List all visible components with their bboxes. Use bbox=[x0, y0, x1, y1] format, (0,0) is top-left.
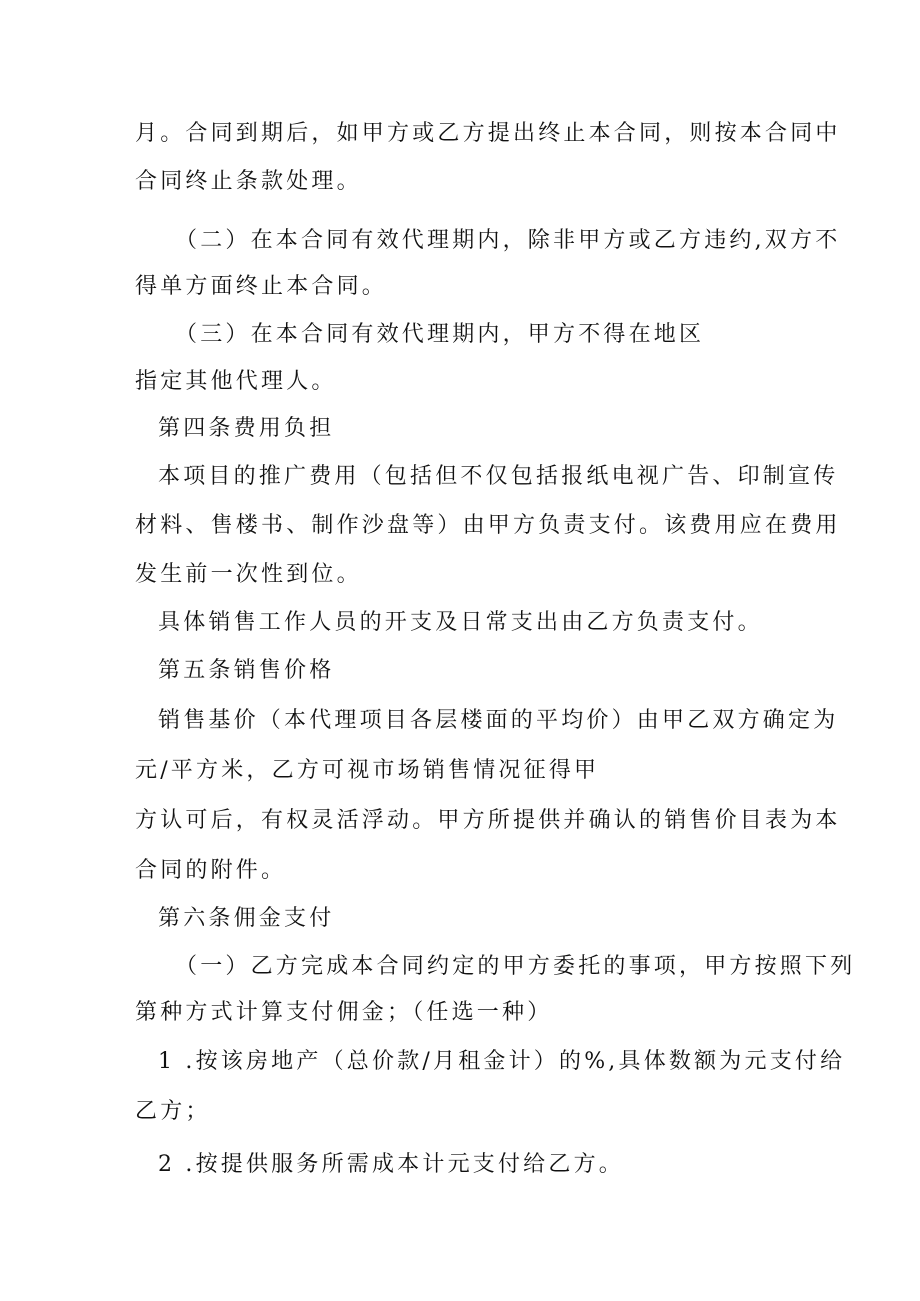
section-heading: 第四条费用负担 bbox=[158, 416, 335, 441]
paragraph-line: 合同的附件。 bbox=[135, 858, 287, 883]
paragraph-line: 元/平方米，乙方可视市场销售情况征得甲 bbox=[135, 758, 600, 783]
paragraph-line: 发生前一次性到位。 bbox=[135, 562, 362, 587]
paragraph-line: 合同终止条款处理。 bbox=[135, 169, 362, 194]
paragraph-line: 具体销售工作人员的开支及日常支出由乙方负责支付。 bbox=[158, 610, 763, 635]
paragraph-line: 第种方式计算支付佣金；（任选一种） bbox=[135, 1000, 553, 1025]
paragraph-line: （三）在本合同有效代理期内，甲方不得在地区 bbox=[175, 322, 705, 347]
list-item: 1 .按该房地产（总价款/月租金计）的%,具体数额为元支付给 bbox=[158, 1049, 846, 1074]
paragraph-line: 材料、售楼书、制作沙盘等）由甲方负责支付。该费用应在费用 bbox=[135, 513, 841, 538]
paragraph-line: （一）乙方完成本合同约定的甲方委托的事项，甲方按照下列 bbox=[175, 954, 856, 979]
paragraph-line: 销售基价（本代理项目各层楼面的平均价）由甲乙双方确定为 bbox=[158, 708, 839, 733]
paragraph-line: 方认可后，有权灵活浮动。甲方所提供并确认的销售价目表为本 bbox=[135, 808, 841, 833]
section-heading: 第五条销售价格 bbox=[158, 658, 335, 683]
paragraph-line: 本项目的推广费用（包括但不仅包括报纸电视广告、印制宣传 bbox=[158, 464, 839, 489]
section-heading: 第六条佣金支付 bbox=[158, 906, 335, 931]
paragraph-line: （二）在本合同有效代理期内，除非甲方或乙方违约,双方不 bbox=[175, 228, 841, 253]
paragraph-line: 乙方； bbox=[135, 1099, 211, 1124]
paragraph-line: 月。合同到期后，如甲方或乙方提出终止本合同，则按本合同中 bbox=[135, 121, 841, 146]
paragraph-line: 指定其他代理人。 bbox=[135, 369, 337, 394]
list-item: 2 .按提供服务所需成本计元支付给乙方。 bbox=[158, 1152, 624, 1177]
paragraph-line: 得单方面终止本合同。 bbox=[135, 274, 388, 299]
